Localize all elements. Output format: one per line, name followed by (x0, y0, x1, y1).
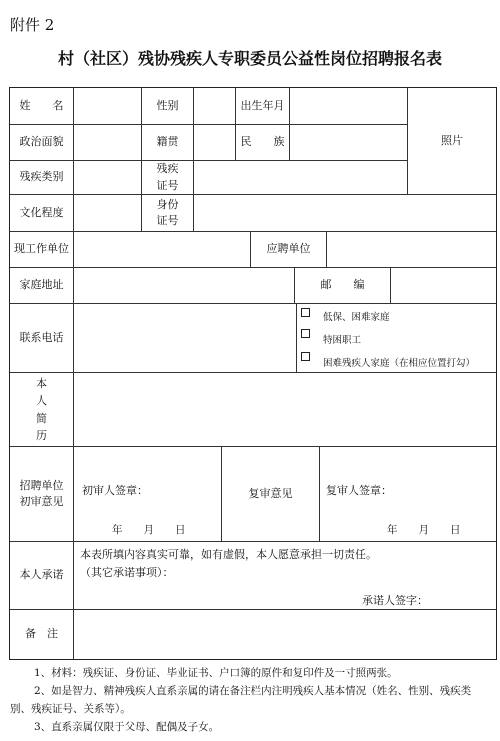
label-phone: 联系电话 (10, 304, 74, 373)
label-apply-unit: 应聘单位 (251, 232, 327, 268)
label-resume: 本人简历 (10, 373, 74, 447)
notes-section (10, 664, 492, 736)
field-disability-cert[interactable] (194, 161, 408, 195)
field-gender[interactable] (194, 88, 236, 125)
field-birth[interactable] (290, 88, 408, 125)
label-ethnicity: 民 族 (236, 125, 290, 161)
field-postcode[interactable] (391, 268, 496, 304)
label-work-unit: 现工作单位 (10, 232, 74, 268)
checkbox-low-income[interactable] (301, 308, 310, 317)
field-name[interactable] (74, 88, 142, 125)
field-phone[interactable] (74, 304, 297, 373)
commit-line-1: 本表所填内容真实可靠，如有虚假，本人愿意承担一切责任。 (80, 548, 377, 561)
note-2: 2、如是智力、精神残疾人直系亲属的请在备注栏内注明残疾人基本情况（姓名、性别、残疾类别、残疾证号、关系等）。 (10, 685, 472, 715)
field-apply-unit[interactable] (327, 232, 496, 268)
label-commit: 本人承诺 (10, 542, 74, 610)
label-gender: 性别 (142, 88, 194, 125)
label-id-number: 身份证号 (142, 195, 194, 232)
label-disability-cert: 残疾证号 (142, 161, 194, 195)
checkbox-poor-worker[interactable] (301, 329, 310, 338)
field-politics[interactable] (74, 125, 142, 161)
note-3: 3、直系亲属仅限于父母、配偶及子女。 (34, 721, 220, 733)
option-low-income: 低保、困难家庭 (323, 312, 390, 323)
label-remarks: 备 注 (10, 610, 74, 659)
option-poor-worker: 特困职工 (323, 335, 362, 346)
second-review-date: 年 月 日 (387, 524, 461, 536)
field-work-unit[interactable] (74, 232, 251, 268)
first-review-date: 年 月 日 (112, 524, 186, 536)
field-id-number[interactable] (194, 195, 496, 232)
label-native-place: 籍贯 (142, 125, 194, 161)
label-disability-type: 残疾类别 (10, 161, 74, 195)
field-ethnicity[interactable] (290, 125, 408, 161)
label-address: 家庭地址 (10, 268, 74, 304)
registration-form (9, 87, 497, 660)
label-postcode: 邮 编 (295, 268, 391, 304)
first-signer-label: 初审人签章： (82, 484, 148, 497)
field-education[interactable] (74, 195, 142, 232)
checkbox-disabled-family[interactable] (301, 352, 310, 361)
field-remarks[interactable] (74, 610, 496, 659)
field-address[interactable] (74, 268, 295, 304)
label-name: 姓 名 (10, 88, 74, 125)
commit-line-2: （其它承诺事项）： (80, 566, 174, 579)
label-education: 文化程度 (10, 195, 74, 232)
field-native-place[interactable] (194, 125, 236, 161)
label-review: 招聘单位初审意见 (10, 447, 74, 542)
label-politics: 政治面貌 (10, 125, 74, 161)
form-title: 村（社区）残协残疾人专职委员公益性岗位招聘报名表 (57, 49, 442, 68)
photo-box: 照片 (408, 88, 496, 195)
note-1: 1、材料：残疾证、身份证、毕业证书、户口簿的原件和复印件及一寸照两张。 (34, 667, 398, 679)
label-birth: 出生年月 (236, 88, 290, 125)
second-signer-label: 复审人签章： (326, 484, 392, 497)
attachment-label: 附件 2 (10, 16, 55, 34)
field-disability-type[interactable] (74, 161, 142, 195)
commit-signer: 承诺人签字： (362, 594, 428, 607)
option-disabled-family: 困难残疾人家庭（在相应位置打勾） (323, 358, 476, 369)
field-resume[interactable] (74, 373, 496, 447)
recheck-label: 复审意见 (222, 447, 320, 542)
